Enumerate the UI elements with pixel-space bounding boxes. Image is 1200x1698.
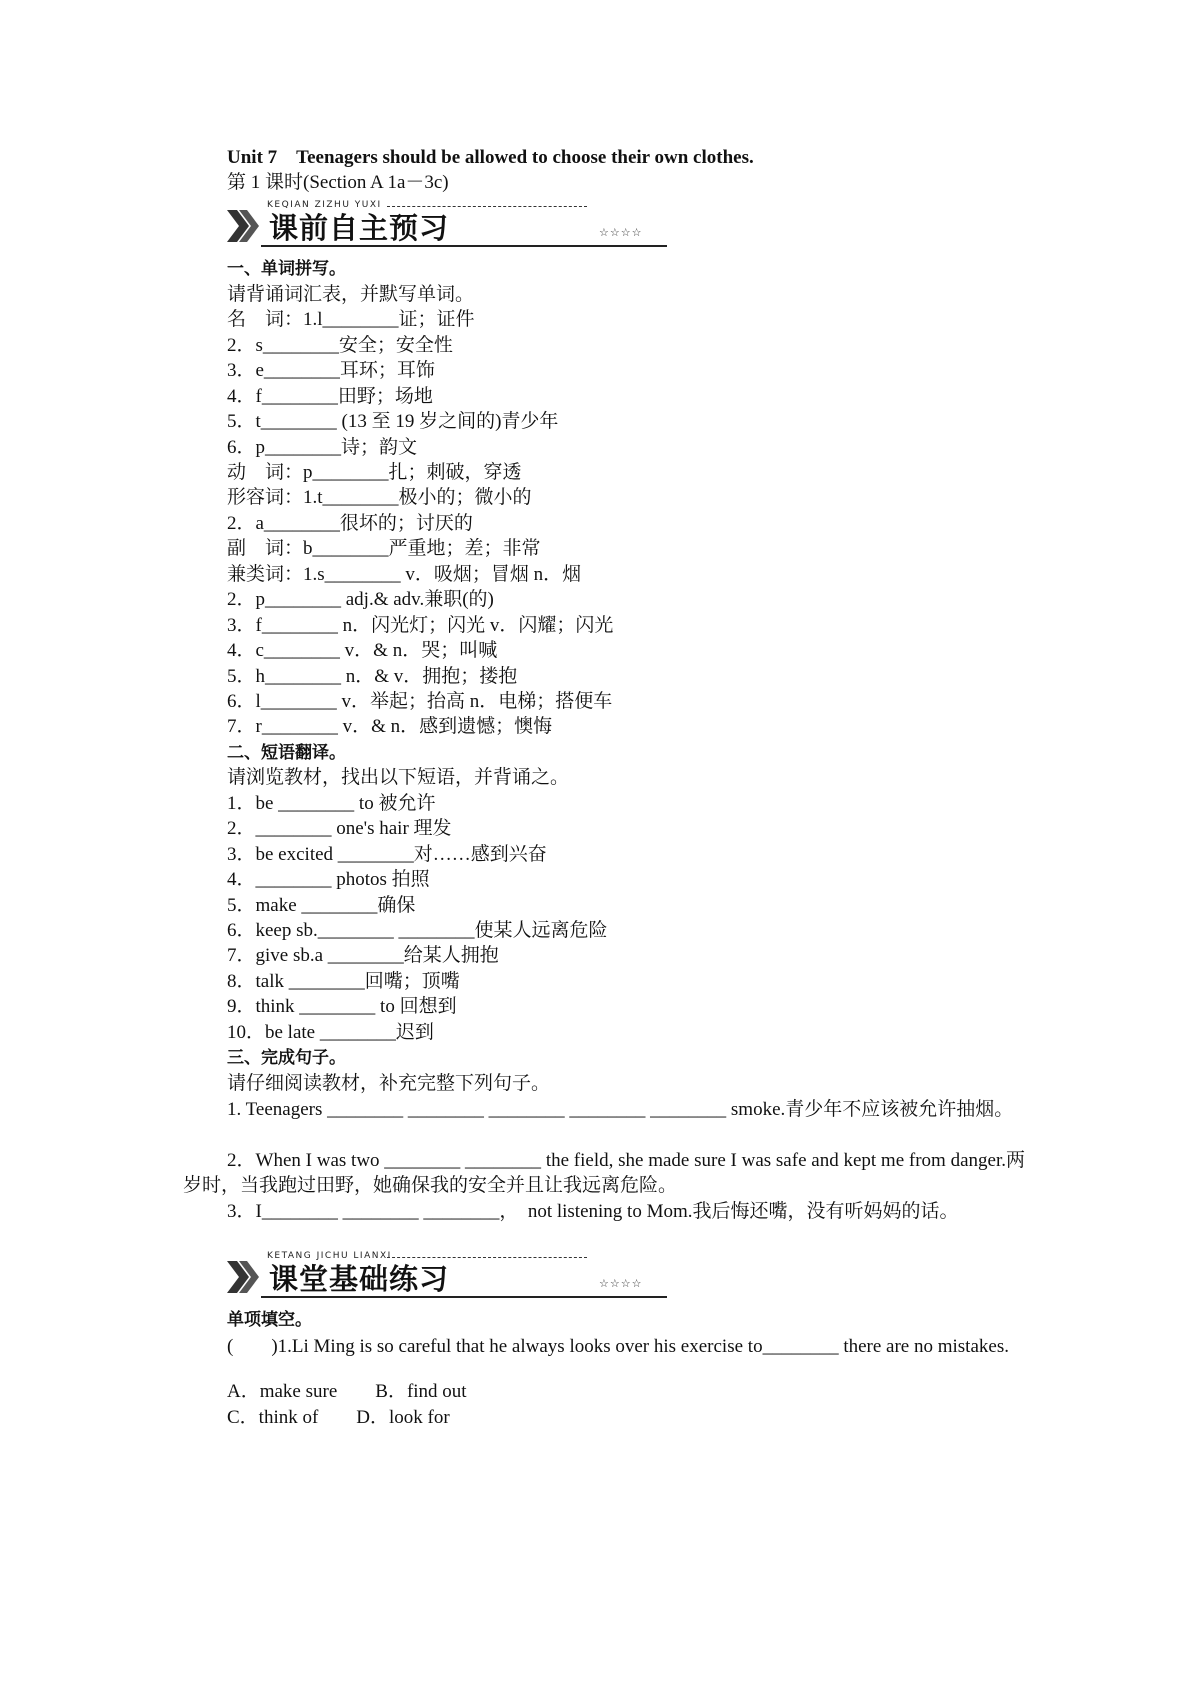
part3-heading: 三、完成句子。 bbox=[227, 1048, 346, 1068]
vocab-line: 4．f________田野；场地 bbox=[227, 386, 433, 407]
part3-instruction: 请仔细阅读教材，补充完整下列句子。 bbox=[227, 1073, 551, 1094]
phrase-line: 4．________ photos 拍照 bbox=[227, 869, 430, 890]
vocab-line: 5．t________ (13 至 19 岁之间的)青少年 bbox=[227, 411, 559, 432]
vocab-line: 2．s________安全；安全性 bbox=[227, 335, 453, 356]
phrase-line: 3．be excited ________对……感到兴奋 bbox=[227, 844, 547, 865]
part1-heading: 一、单词拼写。 bbox=[227, 259, 346, 279]
double-chevron-icon bbox=[227, 1261, 259, 1293]
banner-dashes bbox=[387, 206, 587, 207]
section-banner-preview bbox=[227, 200, 667, 248]
part1-instruction: 请背诵词汇表，并默写单词。 bbox=[227, 284, 475, 305]
unit-title: Unit 7 Teenagers should be allowed to choose their own clothes. bbox=[227, 147, 754, 168]
sentence-item: 3．I________ ________ ________， not listening to Mom.我后悔还嘴，没有听妈妈的话。 bbox=[227, 1201, 959, 1222]
vocab-line: 2．p________ adj.& adv.兼职(的) bbox=[227, 589, 494, 610]
vocab-line: 5．h________ n．& v．拥抱；搂抱 bbox=[227, 666, 518, 687]
vocab-line: 6．l________ v．举起；抬高 n．电梯；搭便车 bbox=[227, 691, 613, 712]
vocab-line: 副 词：b________严重地；差；非常 bbox=[227, 538, 541, 559]
vocab-line: 2．a________很坏的；讨厌的 bbox=[227, 513, 473, 534]
banner-pinyin: KETANG JICHU LIANXI bbox=[267, 1251, 392, 1261]
mc-question: ( )1.Li Ming is so careful that he always looks over his exercise to________ there are no mistakes. bbox=[227, 1336, 1009, 1357]
phrase-line: 5．make ________确保 bbox=[227, 895, 416, 916]
lesson-subtitle: 第 1 课时(Section A 1a－3c) bbox=[227, 172, 449, 193]
banner-rule bbox=[261, 245, 667, 247]
part4-heading: 单项填空。 bbox=[227, 1310, 312, 1330]
vocab-line: 3．f________ n．闪光灯；闪光 v．闪耀；闪光 bbox=[227, 615, 614, 636]
banner-title: 课前自主预习 bbox=[269, 211, 450, 245]
phrase-line: 2．________ one's hair 理发 bbox=[227, 818, 452, 839]
vocab-line: 7．r________ v．& n．感到遗憾；懊悔 bbox=[227, 716, 553, 737]
vocab-line: 兼类词：1.s________ v．吸烟；冒烟 n．烟 bbox=[227, 564, 582, 585]
phrase-line: 9．think ________ to 回想到 bbox=[227, 996, 457, 1017]
difficulty-stars: ☆☆☆☆ bbox=[599, 1278, 643, 1290]
banner-title: 课堂基础练习 bbox=[269, 1262, 450, 1296]
vocab-line: 6．p________诗；韵文 bbox=[227, 437, 418, 458]
banner-dashes bbox=[387, 1257, 587, 1258]
section-banner-classroom bbox=[227, 1251, 667, 1299]
vocab-line: 名 词：1.l________证；证件 bbox=[227, 309, 475, 330]
phrase-line: 8．talk ________回嘴；顶嘴 bbox=[227, 971, 460, 992]
part2-heading: 二、短语翻译。 bbox=[227, 743, 346, 763]
double-chevron-icon bbox=[227, 210, 259, 242]
phrase-line: 6．keep sb.________ ________使某人远离危险 bbox=[227, 920, 608, 941]
phrase-line: 10．be late ________迟到 bbox=[227, 1022, 434, 1043]
phrase-line: 7．give sb.a ________给某人拥抱 bbox=[227, 945, 499, 966]
vocab-line: 形容词：1.t________极小的；微小的 bbox=[227, 487, 532, 508]
sentence-item: 2．When I was two ________ ________ the field, she made sure I was safe and kept me from danger.两岁时，当我跑过田野，她确保我的安全并且让我远离危险。 bbox=[183, 1150, 1025, 1196]
mc-options-row: C．think of D．look for bbox=[227, 1407, 450, 1428]
vocab-line: 动 词：p________扎；刺破，穿透 bbox=[227, 462, 522, 483]
difficulty-stars: ☆☆☆☆ bbox=[599, 227, 643, 239]
sentence-item: 1. Teenagers ________ ________ ________ ________ ________ smoke.青少年不应该被允许抽烟。 bbox=[227, 1099, 1014, 1120]
banner-pinyin: KEQIAN ZIZHU YUXI bbox=[267, 200, 382, 210]
part2-instruction: 请浏览教材，找出以下短语，并背诵之。 bbox=[227, 767, 570, 788]
banner-rule bbox=[261, 1296, 667, 1298]
phrase-line: 1．be ________ to 被允许 bbox=[227, 793, 436, 814]
vocab-line: 4．c________ v．& n．哭；叫喊 bbox=[227, 640, 498, 661]
mc-options-row: A．make sure B．find out bbox=[227, 1381, 467, 1402]
vocab-line: 3．e________耳环；耳饰 bbox=[227, 360, 435, 381]
